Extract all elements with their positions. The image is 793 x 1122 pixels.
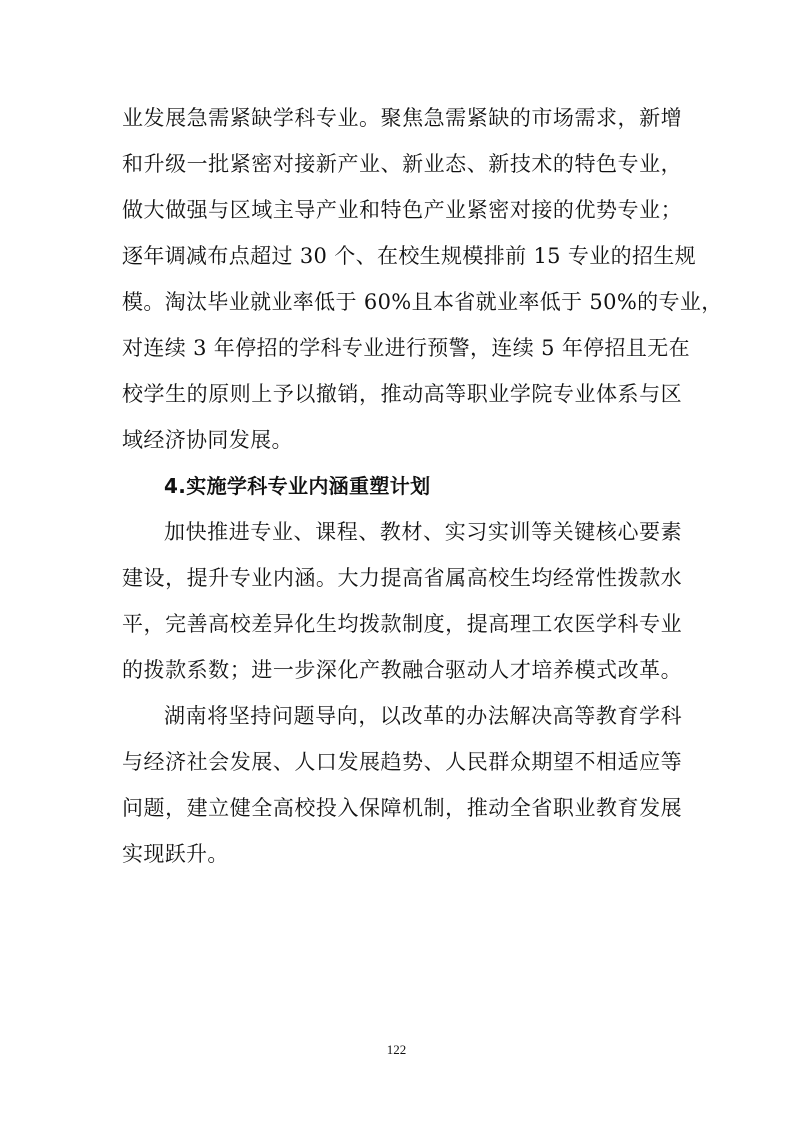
paragraph-line: 的拨款系数；进一步深化产教融合驱动人才培养模式改革。 (122, 658, 682, 682)
paragraph-line: 和升级一批紧密对接新产业、新业态、新技术的特色专业， (122, 152, 682, 176)
page-number: 122 (386, 1042, 407, 1057)
paragraph-line: 问题，建立健全高校投入保障机制，推动全省职业教育发展 (122, 796, 682, 820)
paragraph-line: 模。淘汰毕业就业率低于 60%且本省就业率低于 50%的专业， (122, 290, 723, 314)
paragraph-line: 湖南将坚持问题导向，以改革的办法解决高等教育学科 (164, 704, 682, 728)
paragraph-line: 业发展急需紧缺学科专业。聚焦急需紧缺的市场需求，新增 (122, 106, 682, 130)
paragraph-line: 逐年调减布点超过 30 个、在校生规模排前 15 专业的招生规 (122, 244, 696, 268)
paragraph-line: 建设，提升专业内涵。大力提高省属高校生均经常性拨款水 (122, 566, 682, 590)
section-heading: 4.实施学科专业内涵重塑计划 (164, 474, 431, 498)
paragraph-line: 对连续 3 年停招的学科专业进行预警，连续 5 年停招且无在 (122, 336, 690, 360)
paragraph-line: 校学生的原则上予以撤销，推动高等职业学院专业体系与区 (122, 382, 682, 406)
paragraph-line: 平，完善高校差异化生均拨款制度，提高理工农医学科专业 (122, 612, 682, 636)
paragraph-line: 加快推进专业、课程、教材、实习实训等关键核心要素 (164, 520, 682, 544)
paragraph-line: 域经济协同发展。 (122, 428, 293, 452)
paragraph-line: 做大做强与区域主导产业和特色产业紧密对接的优势专业； (122, 198, 682, 222)
paragraph-line: 与经济社会发展、人口发展趋势、人民群众期望不相适应等 (122, 750, 682, 774)
paragraph-line: 实现跃升。 (122, 842, 229, 866)
